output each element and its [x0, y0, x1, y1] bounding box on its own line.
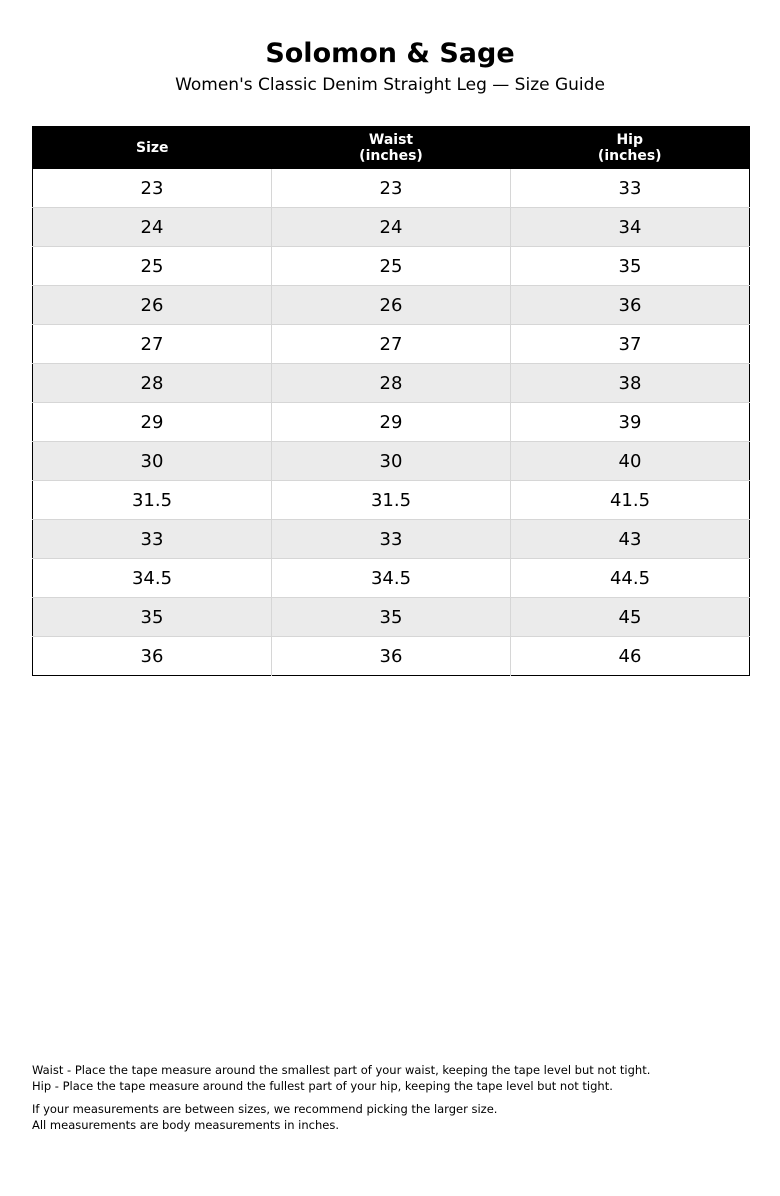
table-body: [33, 169, 750, 676]
size-cell: 29: [33, 403, 272, 442]
hip-cell: 36: [511, 286, 750, 325]
waist-note: Waist - Place the tape measure around the smallest part of your waist, keeping the tape level but not tight.: [32, 1063, 651, 1077]
table-row: [33, 364, 750, 403]
size-cell: 35: [33, 598, 272, 637]
table-row: [33, 481, 750, 520]
size-cell: 26: [33, 286, 272, 325]
table-header: [33, 127, 750, 170]
size-cell: 24: [33, 208, 272, 247]
waist-cell: 30: [272, 442, 511, 481]
table-row: [33, 598, 750, 637]
waist-cell: 34.5: [272, 559, 511, 598]
page-subtitle: Women's Classic Denim Straight Leg — Size Guide: [175, 75, 605, 95]
hip-cell: 39: [511, 403, 750, 442]
waist-cell: 35: [272, 598, 511, 637]
page-title: Solomon & Sage: [265, 38, 515, 69]
hip-cell: 35: [511, 247, 750, 286]
notes-spacer: [32, 1094, 752, 1102]
column-header-waist: Waist (inches): [272, 127, 511, 170]
size-cell: 28: [33, 364, 272, 403]
measurement-notes: [32, 1063, 752, 1133]
size-chart-table: [32, 126, 750, 676]
waist-cell: 25: [272, 247, 511, 286]
size-cell: 25: [33, 247, 272, 286]
hip-cell: 37: [511, 325, 750, 364]
waist-cell: 31.5: [272, 481, 511, 520]
table-row: [33, 208, 750, 247]
waist-cell: 36: [272, 637, 511, 676]
hip-cell: 38: [511, 364, 750, 403]
waist-cell: 28: [272, 364, 511, 403]
size-cell: 34.5: [33, 559, 272, 598]
table-row: [33, 286, 750, 325]
hip-cell: 43: [511, 520, 750, 559]
between-sizes-note: If your measurements are between sizes, we recommend picking the larger size.: [32, 1102, 498, 1116]
hip-cell: 41.5: [511, 481, 750, 520]
waist-cell: 23: [272, 169, 511, 208]
table-row: [33, 325, 750, 364]
table-row: [33, 403, 750, 442]
hip-cell: 45: [511, 598, 750, 637]
waist-cell: 27: [272, 325, 511, 364]
size-cell: 30: [33, 442, 272, 481]
hip-cell: 33: [511, 169, 750, 208]
body-measurements-note: All measurements are body measurements in inches.: [32, 1117, 339, 1132]
size-cell: 33: [33, 520, 272, 559]
hip-cell: 44.5: [511, 559, 750, 598]
hip-cell: 46: [511, 637, 750, 676]
table-row: [33, 247, 750, 286]
hip-note: Hip - Place the tape measure around the fullest part of your hip, keeping the tape level but not tight.: [32, 1078, 613, 1093]
size-cell: 23: [140, 177, 164, 199]
size-cell: 36: [33, 637, 272, 676]
hip-cell: 40: [511, 442, 750, 481]
size-cell: 31.5: [33, 481, 272, 520]
table-row: [33, 520, 750, 559]
size-cell: 27: [33, 325, 272, 364]
waist-cell: 33: [272, 520, 511, 559]
header-row: [33, 127, 750, 170]
waist-cell: 29: [272, 403, 511, 442]
column-header-size: Size: [33, 127, 272, 170]
table-row: [33, 637, 750, 676]
hip-cell: 34: [511, 208, 750, 247]
waist-cell: 26: [272, 286, 511, 325]
table-row: [33, 559, 750, 598]
table-row: [33, 442, 750, 481]
waist-cell: 24: [272, 208, 511, 247]
column-header-hip: Hip (inches): [511, 127, 750, 170]
table-row: [33, 169, 750, 208]
